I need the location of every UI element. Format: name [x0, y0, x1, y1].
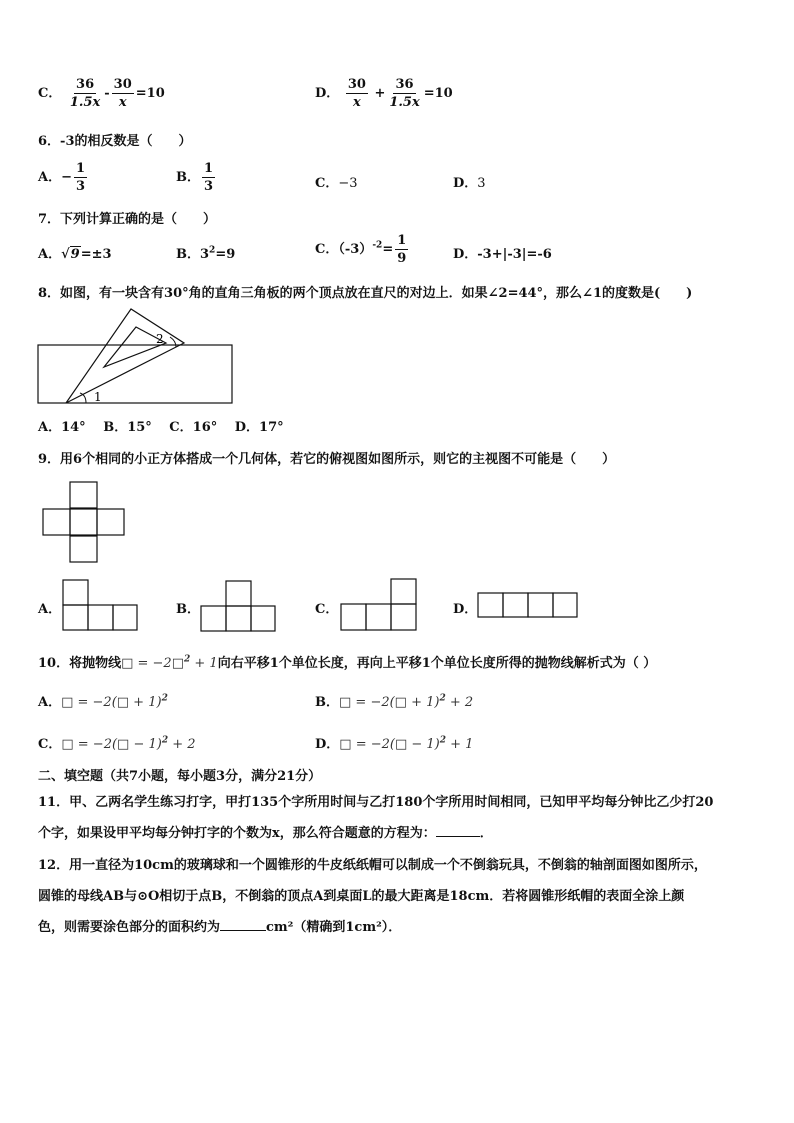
q11-line-2: 个字，如果设甲平均每分钟打字的个数为x，那么符合题意的方程为： ．: [38, 826, 493, 841]
q8-stem: 8．如图，有一块含有30°角的直角三角板的两个顶点放在直尺的对边上．如果∠2=44°，那么∠1的度数是( ): [38, 286, 693, 301]
q12-line-3: 色，则需要涂色部分的面积约为 cm²（精确到1cm²）．: [38, 920, 402, 935]
q10-option-c: C．□ = −2(□ − 1)$^2$ + 2: [38, 735, 196, 752]
q5-option-d: [315, 78, 453, 109]
sqrt-icon: √9: [61, 247, 80, 262]
q5-option-d-label: D．: [315, 86, 340, 101]
q12-line-1: 12．用一直径为10cm的玻璃球和一个圆锥形的牛皮纸纸帽可以制成一个不倒翁玩具，不倒翁的轴剖面图如图所示，: [38, 858, 707, 873]
q9-option-c-label: C．: [315, 602, 339, 617]
q5-option-c-label: C．: [38, 86, 62, 101]
q9-option-b-label: B．: [176, 602, 200, 617]
q12-line-2: 圆锥的母线AB与⊙O相切于点B，不倒翁的顶点A到桌面L的最大距离是18cm．若将圆锥形纸帽的表面全涂上颜: [38, 889, 685, 904]
q10-option-a: A．□ = −2(□ + 1)$^2$: [38, 693, 168, 710]
q10-option-b: B．□ = −2(□ + 1)$^2$ + 2: [315, 693, 474, 710]
q7-option-a: A．√9=±3: [38, 247, 112, 262]
section-2-heading: 二、填空题（共7小题，每小题3分，满分21分）: [38, 769, 322, 784]
q12-answer-blank[interactable]: [220, 930, 266, 931]
q9-option-d-figure: [477, 592, 579, 618]
q5-c-fraction-1: $\frac{36}{1.5x}$: [69, 77, 101, 110]
q10-stem: 10．将抛物线□ = −2□$^2$ + 1向右平移1个单位长度，再向上平移1个单位长度所得的抛物线解析式为（ ）: [38, 654, 657, 671]
q9-option-a-label: A．: [38, 602, 62, 617]
q5-c-equals: =10: [135, 86, 165, 101]
q7-option-c: C．$(-3)^{-2}=$ $\frac{1}{9}$: [315, 233, 407, 266]
q9-option-c-figure: [340, 578, 418, 632]
angle-2-label: 2: [156, 332, 164, 346]
q10-option-d: D．□ = −2(□ − 1)$^2$ + 1: [315, 735, 474, 752]
q9-top-view-figure: [40, 481, 128, 563]
q9-stem: 9．用6个相同的小正方体搭成一个几何体，若它的俯视图如图所示，则它的主视图不可能是（ ）: [38, 452, 616, 467]
angle-1-label: 1: [94, 390, 102, 404]
q5-option-c: [38, 78, 165, 109]
q6-option-c: C．−3: [315, 176, 358, 191]
q9-option-d-label: D．: [453, 602, 478, 617]
q6-option-a: A．− $\frac{1}{3}$: [38, 161, 86, 194]
q6-stem: 6．-3的相反数是（ ）: [38, 134, 192, 149]
ruler-rect: [38, 345, 232, 403]
q9-option-a-figure: [62, 579, 138, 631]
q5-d-fraction-2: $\frac{36}{1.5x}$: [389, 77, 420, 110]
triangle-outer: [66, 309, 184, 403]
q11-answer-blank[interactable]: [436, 836, 480, 837]
q5-c-minus: -: [104, 86, 110, 101]
q8-options: A．14° B．15° C．16° D．17°: [38, 420, 284, 435]
q7-option-b: B．$3^2=9$: [176, 245, 236, 262]
q7-option-d: D．-3+|-3|=-6: [453, 247, 552, 262]
q5-c-fraction-2: $\frac{30}{x}$: [113, 77, 132, 110]
q11-line-1: 11．甲、乙两名学生练习打字，甲打135个字所用时间与乙打180个字所用时间相同，已知甲平均每分钟比乙少打20: [38, 795, 714, 810]
q5-d-plus: +: [374, 86, 386, 101]
q7-stem: 7．下列计算正确的是（ ）: [38, 212, 217, 227]
q5-d-equals: =10: [423, 86, 453, 101]
q9-option-b-figure: [200, 580, 276, 632]
q8-figure: [36, 305, 236, 405]
q6-option-d: D．3: [453, 176, 486, 191]
q6-option-b: B． $\frac{1}{3}$: [176, 161, 214, 194]
q5-d-fraction-1: $\frac{30}{x}$: [347, 77, 366, 110]
